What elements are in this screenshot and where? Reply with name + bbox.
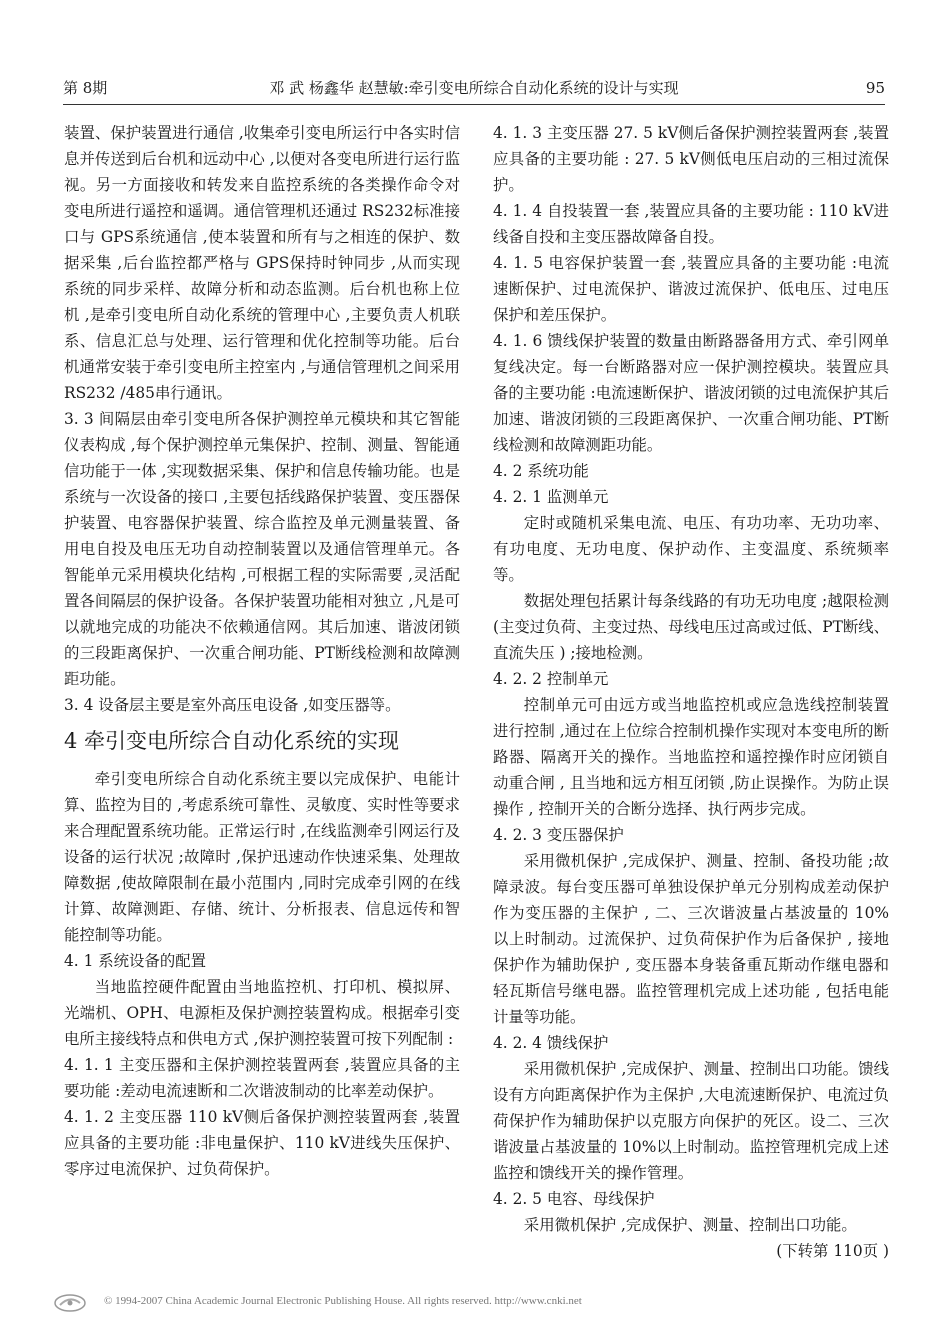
paragraph: 采用微机保护 ,完成保护、测量、控制、备投功能 ;故障录波。每台变压器可单独设保护单元分别构成差动保护作为变压器的主保护 , 二、三次谐波量占基波量的 10% 以上时制动。过流保护、过负荷保护作为后备保护 , 接地保护作为辅助保护 , 变压器本身装备重瓦斯动作继电器和轻瓦斯信号继电器。监控管理机完成上述功能 , 包括电能计量等功能。 [493,852,889,1026]
footer [0,1292,950,1316]
paragraph: 4. 1. 3 主变压器 27. 5 kV侧后备保护测控装置两套 ,装置应具备的主要功能 : 27. 5 kV侧低电压启动的三相过流保护。 [493,124,889,194]
section-heading: 4 牵引变电所综合自动化系统的实现 [64,729,400,753]
subsection-heading: 4. 2. 1 监测单元 [493,488,609,506]
subsection-heading: 4. 2. 4 馈线保护 [493,1034,609,1052]
subsection-heading: 4. 1 系统设备的配置 [64,952,206,970]
subsection-heading: 4. 2. 3 变压器保护 [493,826,624,844]
paragraph: 数据处理包括累计每条线路的有功无功电度 ;越限检测 (主变过负荷、主变过热、母线电压过高或过低、PT断线、直流失压 ) ;接地检测。 [493,592,890,662]
paragraph: 4. 1. 2 主变压器 110 kV侧后备保护测控装置两套 ,装置应具备的主要功能 :非电量保护、110 kV进线失压保护、零序过电流保护、过负荷保护。 [64,1108,460,1178]
running-title: 邓 武 杨鑫华 赵慧敏:牵引变电所综合自动化系统的设计与实现 [269,79,679,97]
issue-number: 第 8期 [63,79,108,97]
running-header [63,76,885,100]
subsection-heading: 4. 2. 5 电容、母线保护 [493,1190,655,1208]
paragraph: 牵引变电所综合自动化系统主要以完成保护、电能计算、监控为目的 ,考虑系统可靠性、灵敏度、实时性等要求来合理配置系统功能。正常运行时 ,在线监测牵引网运行及设备的运行状况 ;故障时 ,保护迅速动作快速采集、处理故障数据 ,使故障限制在最小范围内 ,同时完成牵引网的在线计算、故障测距、存储、统计、分析报表、信息远传和智能控制等功能。 [64,770,460,944]
paragraph: 采用微机保护 ,完成保护、测量、控制出口功能。馈线设有方向距离保护作为主保护 ,大电流速断保护、电流过负荷保护作为辅助保护以克服方向保护的死区。设二、三次谐波量占基波量的 10%以上时制动。监控管理机完成上述监控和馈线开关的操作管理。 [493,1060,889,1182]
paragraph: 装置、保护装置进行通信 ,收集牵引变电所运行中各实时信息并传送到后台机和远动中心 ,以便对各变电所进行运行监视。另一方面接收和转发来自监控系统的各类操作命令对变电所进行遥控和遥调。通信管理机还通过 RS232标准接口与 GPS系统通信 ,使本装置和所有与之相连的保护、数据采集 ,后台监控都严格与 GPS保持时钟同步 ,从而实现系统的同步采样、故障分析和动态监测。后台机也称上位机 ,是牵引变电所自动化系统的管理中心 ,主要负责人机联系、信息汇总与处理、运行管理和优化控制等功能。后台机通常安装于牵引变电所主控室内 ,与通信管理机之间采用 RS232 /485串行通讯。 [64,124,460,402]
paragraph: 4. 1. 6 馈线保护装置的数量由断路器备用方式、牵引网单复线决定。每一台断路器对应一保护测控模块。装置应具备的主要功能 :电流速断保护、谐波闭锁的过电流保护其后加速、谐波闭锁的三段距离保护、一次重合闸功能、PT断线检测和故障测距功能。 [493,332,889,454]
left-column [64,120,460,1182]
subsection-heading: 4. 2 系统功能 [493,462,589,480]
cnki-logo-icon [52,1292,88,1314]
paragraph: 4. 1. 1 主变压器和主保护测控装置两套 ,装置应具备的主要功能 :差动电流速断和二次谐波制动的比率差动保护。 [64,1056,460,1100]
copyright-text: © 1994-2007 China Academic Journal Electronic Publishing House. All rights reserved. http://www.cnki.net [104,1295,582,1307]
paragraph: 3. 3 间隔层由牵引变电所各保护测控单元模块和其它智能仪表构成 ,每个保护测控单元集保护、控制、测量、智能通信功能于一体 ,实现数据采集、保护和信息传输功能。也是系统与一次设备的接口 ,主要包括线路保护装置、变压器保护装置、电容器保护装置、综合监控及单元测量装置、备用电自投及电压无功自动控制装置以及通信管理单元。各智能单元采用模块化结构 ,可根据工程的实际需要 ,灵活配置各间隔层的保护设备。各保护装置功能相对独立 ,凡是可以就地完成的功能决不依赖通信网。其后加速、谐波闭锁的三段距离保护、一次重合闸功能、PT断线检测和故障测距功能。 [64,410,460,688]
header-rule [63,104,885,105]
paragraph: 4. 1. 5 电容保护装置一套 ,装置应具备的主要功能 :电流速断保护、过电流保护、谐波过流保护、低电压、过电压保护和差压保护。 [493,254,889,324]
paragraph: 当地监控硬件配置由当地监控机、打印机、模拟屏、光端机、OPH、电源柜及保护测控装置构成。根据牵引变电所主接线特点和供电方式 ,保护测控装置可按下列配制 : [64,978,460,1048]
continuation-note: (下转第 110页 ) [776,1242,889,1260]
right-column [493,120,889,1264]
paragraph: 定时或随机采集电流、电压、有功功率、无功功率、有功电度、无功电度、保护动作、主变温度、系统频率等。 [493,514,889,584]
paragraph: 控制单元可由远方或当地监控机或应急选线控制装置进行控制 ,通过在上位综合控制机操作实现对本变电所的断路器、隔离开关的操作。当地监控和遥控操作时应闭锁自动重合闸 , 且当地和远方相互闭锁 ,防止误操作。为防止误操作 , 控制开关的合断分选择、执行两步完成。 [493,696,889,818]
subsection-heading: 4. 2. 2 控制单元 [493,670,609,688]
paragraph: 4. 1. 4 自投装置一套 ,装置应具备的主要功能 : 110 kV进线备自投和主变压器故障备自投。 [493,202,889,246]
paragraph: 3. 4 设备层主要是室外高压电设备 ,如变压器等。 [64,696,401,714]
paragraph: 采用微机保护 ,完成保护、测量、控制出口功能。 [523,1216,857,1234]
page-number: 95 [865,79,885,97]
